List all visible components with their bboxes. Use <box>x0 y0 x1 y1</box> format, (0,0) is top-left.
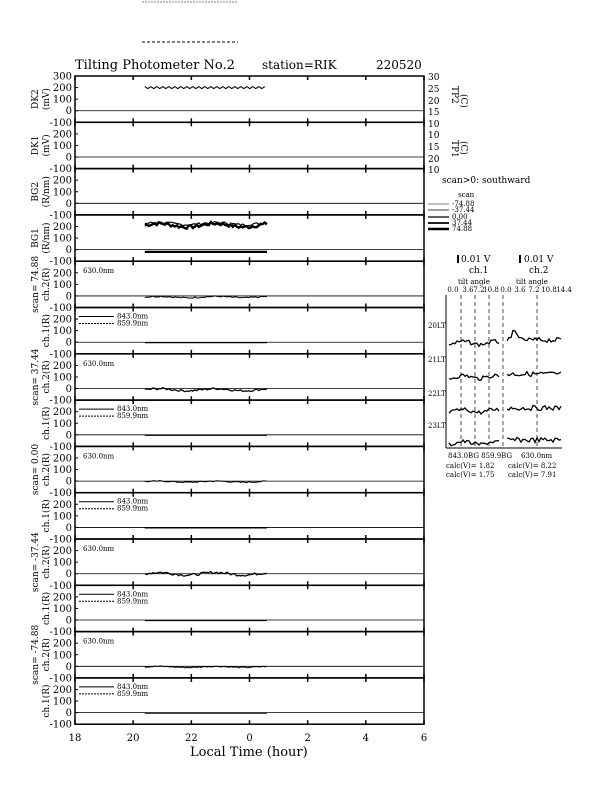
y-axis-label: (mV) <box>42 134 52 157</box>
panel-2 <box>31 122 424 175</box>
y-tick-label: -100 <box>49 580 72 592</box>
y-tick-label: 100 <box>52 696 72 708</box>
y-tick-label: 100 <box>52 650 72 662</box>
y-tick-label: -100 <box>49 673 72 685</box>
inset-tick-label: 14.4 <box>556 286 572 294</box>
y-axis-label: ch.1(R) <box>42 406 52 440</box>
y-tick-label: 200 <box>52 221 72 233</box>
wavelength-label: 630.0nm <box>83 545 115 553</box>
wavelength-label: 630.0nm <box>83 267 115 276</box>
y-axis-label: DK2 <box>31 89 41 109</box>
inset-calc1-b: calc(V)= 1.75 <box>446 471 495 479</box>
inset-ch2-scale: 0.01 V <box>524 255 554 265</box>
y-tick-label: 0 <box>65 245 72 257</box>
inset-tick-label: 10.8 <box>483 286 499 294</box>
inset-ch2-tilt: tilt angle <box>516 278 548 286</box>
y-tick-label: -100 <box>49 117 72 129</box>
inset-calc2-a: calc(V)= 8.22 <box>508 462 557 470</box>
inset-ch2-trace <box>507 406 561 411</box>
date-label: 220520 <box>376 58 422 72</box>
y-tick-label: 200 <box>52 360 72 372</box>
panel-5 <box>31 256 424 314</box>
panel-frame <box>75 169 424 215</box>
inset-calc2-b: calc(V)= 7.91 <box>508 471 557 479</box>
panel-13 <box>31 624 424 684</box>
y-tick-label: 0 <box>65 476 72 488</box>
x-tick-label: 2 <box>304 733 311 745</box>
y-tick-label: 0 <box>65 198 72 210</box>
legend-859-label: 859.9nm <box>117 504 149 513</box>
right-tick-15: 15 <box>428 108 440 118</box>
legend-859-label: 859.9nm <box>117 597 149 606</box>
y-tick-label: 0 <box>65 522 72 534</box>
tp1-unit: (C) <box>458 141 468 155</box>
y-tick-label: 100 <box>52 465 72 477</box>
inset-calc1-a: calc(V)= 1.82 <box>446 462 495 470</box>
legend-843-label: 843.0nm <box>117 682 149 691</box>
panel-frame <box>75 446 424 492</box>
station-label: station=RIK <box>262 58 337 72</box>
inset-ch2-trace <box>507 372 561 377</box>
inset-ch1-trace <box>449 440 499 446</box>
panel-11 <box>31 532 424 592</box>
y-tick-label: 0 <box>65 291 72 303</box>
x-tick-label: 4 <box>362 733 370 745</box>
y-axis-label: DK1 <box>31 135 41 156</box>
inset-bottom-ch1: 843.0BG 859.9BG <box>448 452 513 460</box>
y-axis-label: ch.2(R) <box>42 267 52 301</box>
y-tick-label: 0 <box>65 337 72 349</box>
inset-ch1-title: ch.1 <box>469 266 489 276</box>
right-tick-20: 20 <box>428 97 440 107</box>
right-tick-10b: 10 <box>428 131 440 141</box>
legend-843-label: 843.0nm <box>117 312 149 321</box>
y-tick-label: -100 <box>49 349 72 361</box>
y-axis-label: ch.2(R) <box>42 452 52 487</box>
y-tick-label: 0 <box>65 152 72 164</box>
scan-legend-value-1: -74.88 <box>452 200 475 208</box>
wavelength-label: 630.0nm <box>83 452 115 461</box>
inset-tick-labels <box>447 286 572 294</box>
inset-ch1-trace <box>449 408 499 414</box>
right-tick-10: 10 <box>428 120 440 130</box>
y-tick-label: 200 <box>52 546 72 558</box>
inset-ch1-trace <box>449 374 499 380</box>
panel-10 <box>41 493 424 546</box>
panel-3 <box>31 169 424 222</box>
inset-tick-label: 7.2 <box>473 286 485 294</box>
y-axis-label: (R/nm) <box>42 176 52 208</box>
panel-frame <box>75 632 424 678</box>
y-tick-label: 200 <box>52 175 72 187</box>
tp2-label: TP2 <box>449 86 459 104</box>
y-axis-label: scan= 37.44 <box>31 348 41 406</box>
panel-frame <box>75 122 424 168</box>
panel-frame <box>75 215 424 261</box>
x-axis <box>69 733 428 744</box>
y-tick-label: 200 <box>52 638 72 650</box>
panel-1 <box>31 72 424 129</box>
inset-tick-label: 10.8 <box>541 286 557 294</box>
inset-ch1-scale: 0.01 V <box>461 255 491 265</box>
y-tick-label: 0 <box>65 661 72 673</box>
y-tick-label: 200 <box>52 592 72 604</box>
legend-843-label: 843.0nm <box>117 405 149 414</box>
y-tick-label: -100 <box>49 441 72 453</box>
y-tick-label: 100 <box>52 140 72 152</box>
y-axis-label: ch.2(R) <box>42 360 52 394</box>
panel-6 <box>41 308 424 361</box>
y-tick-label: -100 <box>49 164 72 176</box>
tp1-label: TP1 <box>449 140 459 158</box>
panel-frame <box>75 76 424 122</box>
y-tick-label: 100 <box>52 372 72 384</box>
scan-legend-value-5: 74.88 <box>452 225 473 233</box>
inset-tick-label: 0.0 <box>500 286 512 294</box>
y-axis-label: scan= -37.44 <box>31 532 41 593</box>
right-tick-25: 25 <box>428 85 440 95</box>
y-tick-label: -100 <box>49 488 72 500</box>
panel-stack <box>31 72 424 731</box>
inset-ch1-bracket <box>457 255 459 263</box>
y-tick-label: 0 <box>65 569 72 581</box>
series-line <box>145 87 265 89</box>
tp2-unit: (C) <box>458 94 468 108</box>
legend-859-label: 859.9nm <box>117 412 149 421</box>
wavelength-label: 630.0nm <box>83 359 115 368</box>
panel-12 <box>41 585 424 638</box>
y-tick-label: -100 <box>49 534 72 546</box>
y-axis-label: ch.1(R) <box>42 499 52 533</box>
x-tick-label: 22 <box>184 733 198 745</box>
right-tick-20b: 20 <box>428 155 440 165</box>
y-tick-label: 300 <box>52 71 72 83</box>
inset-ch2-bracket <box>519 255 521 263</box>
y-tick-label: 100 <box>52 511 72 523</box>
legend-859-label: 859.9nm <box>117 689 149 698</box>
scan-legend-value-4: 37.44 <box>452 219 473 227</box>
inset-time-label: 20LT <box>428 322 446 330</box>
scan-legend-value-3: 0.00 <box>452 213 468 221</box>
y-tick-label: 200 <box>52 684 72 696</box>
y-axis-label: ch.2(R) <box>42 545 52 579</box>
panel-4 <box>31 215 424 268</box>
inset-plot <box>428 295 562 448</box>
y-tick-label: 100 <box>52 603 72 615</box>
inset-time-label: 21LT <box>428 356 446 364</box>
y-tick-label: 100 <box>52 94 72 106</box>
y-axis-label: ch.1(R) <box>42 591 52 626</box>
y-tick-label: -100 <box>49 303 72 314</box>
tilt-inset <box>428 255 572 479</box>
y-tick-label: 0 <box>65 106 72 118</box>
legend-843-label: 843.0nm <box>117 590 149 599</box>
scan-legend <box>428 176 531 233</box>
legend-843-label: 843.0nm <box>117 497 149 506</box>
y-axis-label: BG1 <box>31 228 41 248</box>
inset-ch2-trace <box>507 438 561 443</box>
inset-ch2-title: ch.2 <box>529 266 549 276</box>
y-tick-label: 200 <box>52 268 72 280</box>
panel-7 <box>31 348 424 406</box>
panel-8 <box>41 400 424 453</box>
y-tick-label: 0 <box>65 615 72 627</box>
panel-frame <box>75 539 424 585</box>
y-axis-label: BG2 <box>31 181 41 202</box>
y-tick-label: -100 <box>49 395 72 407</box>
y-axis-label: (R/nm) <box>42 222 52 254</box>
inset-bottom-ch2: 630.0nm <box>521 452 553 460</box>
x-axis-label: Local Time (hour) <box>190 745 308 760</box>
inset-tick-label: 3.6 <box>514 286 526 294</box>
x-tick-label: 0 <box>246 733 253 745</box>
y-tick-label: 200 <box>52 453 72 465</box>
y-tick-label: 100 <box>52 187 72 199</box>
y-tick-label: 200 <box>52 129 72 141</box>
x-tick-label: 6 <box>420 733 428 745</box>
y-tick-label: -100 <box>49 210 72 222</box>
y-tick-label: 100 <box>52 557 72 569</box>
y-tick-label: -100 <box>49 256 72 268</box>
inset-tick-label: 3.6 <box>462 286 474 294</box>
inset-ch2-trace <box>507 330 561 342</box>
scan-legend-label: scan <box>458 191 475 199</box>
y-axis-label: scan= -74.88 <box>31 624 41 685</box>
y-tick-label: 200 <box>52 314 72 326</box>
right-tick-10c: 10 <box>428 166 440 176</box>
inset-ch1-tilt: tilt angle <box>458 278 490 286</box>
panel-frame <box>75 261 424 307</box>
right-tick-15b: 15 <box>428 143 440 153</box>
panel-14 <box>41 678 424 731</box>
y-tick-label: -100 <box>49 719 72 731</box>
y-tick-label: 100 <box>52 279 72 291</box>
panel-frame <box>75 354 424 400</box>
wavelength-label: 630.0nm <box>83 637 115 646</box>
y-tick-label: -100 <box>49 627 72 639</box>
scan-legend-value-2: -37.44 <box>452 206 475 214</box>
x-tick-label: 18 <box>68 733 82 745</box>
y-axis-label: scan= 74.88 <box>31 255 41 313</box>
y-tick-label: 100 <box>52 233 72 245</box>
inset-time-label: 23LT <box>428 422 446 430</box>
right-tick-30: 30 <box>428 73 440 83</box>
chart-title: Tilting Photometer No.2 <box>75 58 235 73</box>
legend-859-label: 859.9nm <box>117 319 149 328</box>
x-tick-label: 20 <box>126 733 140 745</box>
y-tick-label: 100 <box>52 418 72 430</box>
inset-time-label: 22LT <box>428 390 446 398</box>
y-tick-label: 200 <box>52 499 72 511</box>
y-axis-label: ch.1(R) <box>42 314 52 348</box>
y-tick-label: 0 <box>65 384 72 396</box>
y-tick-label: 200 <box>52 83 72 95</box>
y-axis-label: (mV) <box>42 88 52 111</box>
y-tick-label: 0 <box>65 430 72 442</box>
scan-legend-title: scan>0: southward <box>442 176 531 186</box>
y-axis-label: ch.1(R) <box>42 684 52 718</box>
y-tick-label: 0 <box>65 708 72 720</box>
inset-ch1-trace <box>449 340 499 347</box>
y-tick-label: 200 <box>52 407 72 419</box>
panel-9 <box>31 441 424 500</box>
inset-tick-label: 7.2 <box>528 286 540 294</box>
y-axis-label: ch.2(R) <box>42 638 52 672</box>
right-temperature-axis <box>428 73 469 176</box>
y-tick-label: 100 <box>52 326 72 338</box>
inset-tick-label: 0.0 <box>447 286 459 294</box>
y-axis-label: scan= 0.00 <box>31 443 41 496</box>
